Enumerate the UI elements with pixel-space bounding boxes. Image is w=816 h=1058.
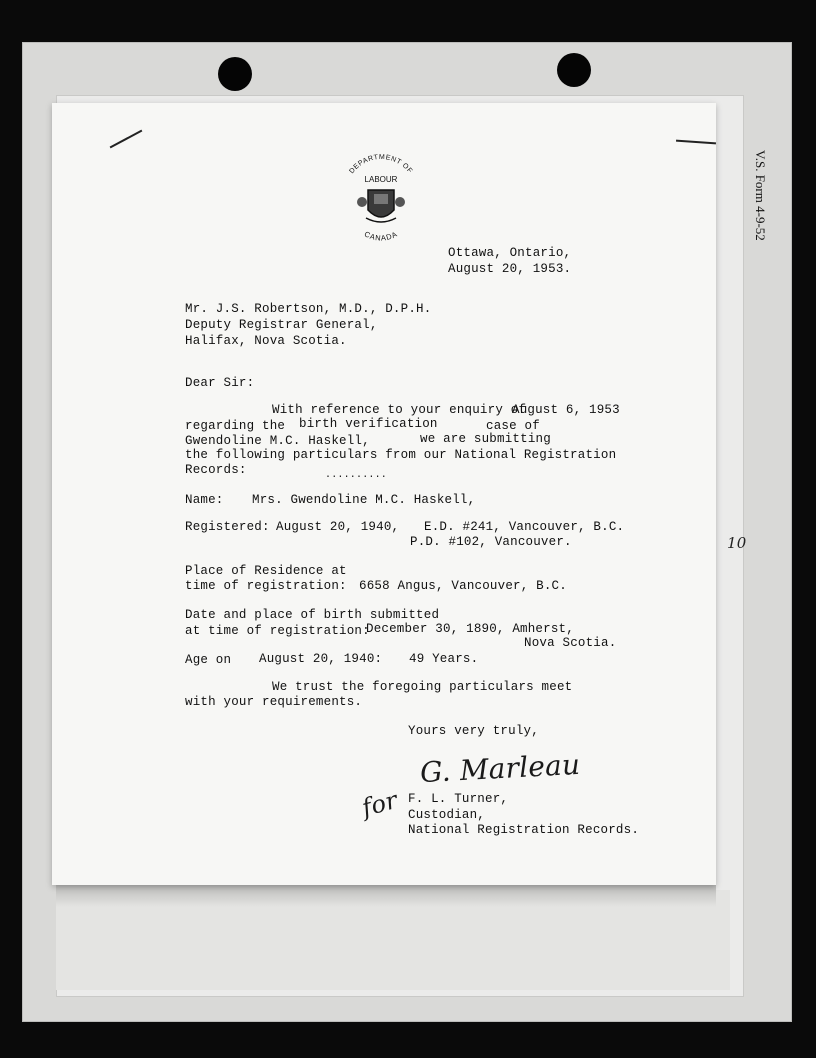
body-line3b: we are submitting bbox=[420, 432, 551, 446]
residence-label-1: Place of Residence at bbox=[185, 564, 347, 578]
name-label: Name: bbox=[185, 493, 224, 507]
dateline-place: Ottawa, Ontario, bbox=[448, 246, 572, 260]
subject-name: Gwendoline M.C. Haskell, bbox=[185, 434, 370, 448]
age-label: Age on bbox=[185, 653, 232, 667]
body-line4: the following particulars from our National Registration bbox=[185, 448, 617, 462]
form-code-text: V.S. Form 4-9-52 bbox=[753, 150, 768, 241]
punch-hole-right bbox=[557, 53, 591, 87]
birth-label-1: Date and place of birth submitted bbox=[185, 608, 440, 622]
polling-district: P.D. #102, Vancouver. bbox=[410, 535, 572, 549]
handwritten-signature: G. Marleau bbox=[419, 747, 581, 790]
body-line2a: regarding the bbox=[185, 419, 286, 433]
dateline-date: August 20, 1953. bbox=[448, 262, 572, 276]
registered-date: August 20, 1940, bbox=[276, 520, 400, 534]
name-value: Mrs. Gwendoline M.C. Haskell, bbox=[252, 493, 476, 507]
age-date: August 20, 1940: bbox=[259, 652, 383, 666]
separator-dots: .......... bbox=[325, 470, 388, 481]
birth-label-2: at time of registration: bbox=[185, 624, 370, 638]
body-line2b: case of bbox=[486, 419, 540, 433]
enquiry-date: August 6, 1953 bbox=[512, 403, 620, 417]
fold-shadow bbox=[56, 885, 716, 907]
birth-value: December 30, 1890, Amherst, bbox=[366, 622, 574, 636]
addressee-location: Halifax, Nova Scotia. bbox=[185, 334, 347, 348]
margin-handwritten-mark: 10 bbox=[727, 534, 747, 552]
form-code bbox=[738, 150, 778, 270]
salutation: Dear Sir: bbox=[185, 376, 255, 390]
birth-value-province: Nova Scotia. bbox=[524, 636, 617, 650]
addressee-title: Deputy Registrar General, bbox=[185, 318, 378, 332]
registered-label: Registered: bbox=[185, 520, 270, 534]
closing-line1: We trust the foregoing particulars meet bbox=[272, 680, 573, 694]
svg-text:CANADA bbox=[363, 229, 399, 242]
seal-bottom-text: CANADA bbox=[362, 229, 400, 243]
enumeration-district: E.D. #241, Vancouver, B.C. bbox=[424, 520, 625, 534]
body-line5: Records: bbox=[185, 463, 247, 477]
residence-value: 6658 Angus, Vancouver, B.C. bbox=[359, 579, 567, 593]
residence-label-2: time of registration: bbox=[185, 579, 347, 593]
signer-department: National Registration Records. bbox=[408, 823, 640, 837]
per-procurationem-mark: for bbox=[358, 785, 401, 823]
addressee-name: Mr. J.S. Robertson, M.D., D.P.H. bbox=[185, 302, 432, 316]
seal-middle-text: LABOUR bbox=[364, 175, 398, 184]
signer-name: F. L. Turner, bbox=[408, 792, 509, 806]
seal-arc-text: DEPARTMENT OF bbox=[348, 153, 414, 176]
svg-text:DEPARTMENT OF bbox=[348, 154, 413, 175]
body-line1: With reference to your enquiry of bbox=[272, 403, 527, 417]
sign-off: Yours very truly, bbox=[408, 724, 539, 738]
verification-type: birth verification bbox=[299, 417, 438, 431]
age-value: 49 Years. bbox=[409, 652, 479, 666]
department-seal bbox=[338, 152, 424, 252]
signer-title: Custodian, bbox=[408, 808, 486, 822]
punch-hole-left bbox=[218, 57, 252, 91]
closing-line2: with your requirements. bbox=[185, 695, 363, 709]
